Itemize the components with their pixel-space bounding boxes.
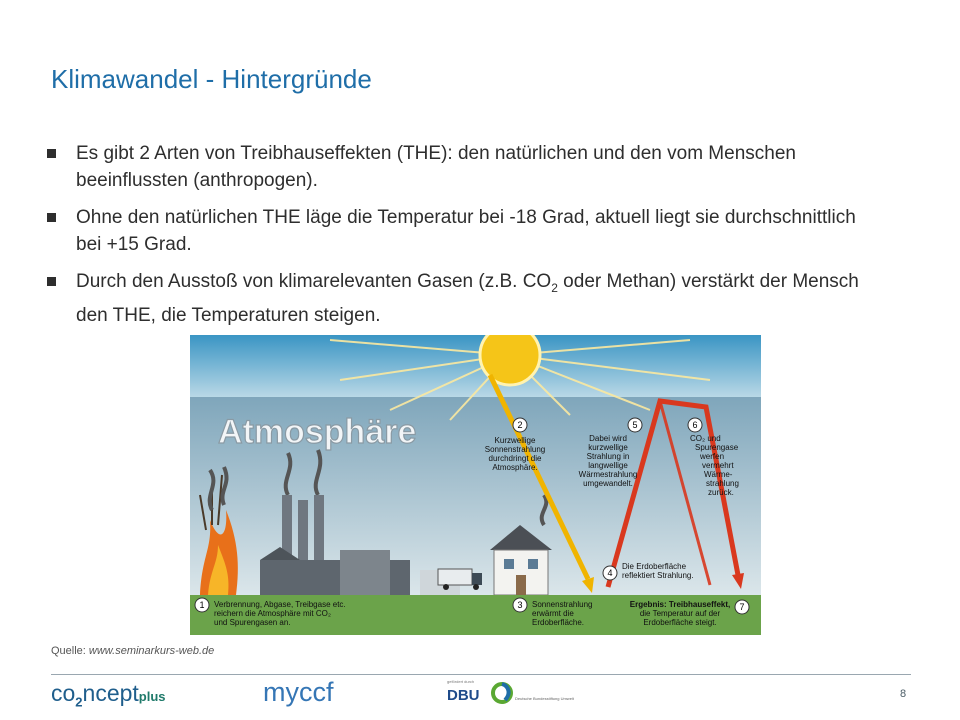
- svg-text:Dabei wird: Dabei wird: [589, 434, 627, 443]
- bullet-square-icon: [47, 149, 56, 158]
- logo-text-part: co: [51, 680, 76, 706]
- footer-divider: [51, 674, 911, 675]
- source-label: Quelle:: [51, 645, 86, 657]
- svg-text:DBU: DBU: [447, 687, 480, 704]
- bullet-text: Es gibt 2 Arten von Treibhauseffekten (THE): den natürlichen und den vom Menschen beeinflussten (anthropogen).: [76, 143, 796, 191]
- source-url: www.seminarkurs-web.de: [88, 645, 215, 657]
- svg-text:werfen: werfen: [700, 452, 725, 461]
- bullet-item: [47, 204, 867, 258]
- dbu-logo: [447, 678, 577, 708]
- page-number: 8: [900, 688, 907, 700]
- bullet-text-continued: oder Methan) verstärkt der Mensch den THE, die Temperaturen steigen.: [76, 271, 859, 326]
- svg-text:kurzwellige: kurzwellige: [588, 443, 628, 452]
- svg-text:umgewandelt.: umgewandelt.: [583, 479, 633, 488]
- co2-subscript: 2: [551, 280, 558, 295]
- dbu-logo-graphic: [447, 678, 577, 708]
- slide-title: Klimawandel - Hintergründe: [51, 64, 372, 94]
- logo-plus: plus: [138, 689, 166, 704]
- svg-text:reichern die Atmosphäre mit CO: reichern die Atmosphäre mit CO₂: [214, 609, 331, 618]
- co2ncept-plus-logo: [51, 680, 166, 710]
- svg-text:Erdoberfläche steigt.: Erdoberfläche steigt.: [643, 618, 717, 627]
- svg-text:Wärme-: Wärme-: [704, 470, 733, 479]
- svg-text:und Spurengasen an.: und Spurengasen an.: [214, 618, 291, 627]
- svg-text:Deutsche Bundesstiftung Umwelt: Deutsche Bundesstiftung Umwelt: [515, 696, 574, 701]
- svg-text:reflektiert Strahlung.: reflektiert Strahlung.: [622, 571, 694, 580]
- svg-text:CO₂ und: CO₂ und: [690, 434, 721, 443]
- svg-text:durchdringt die: durchdringt die: [488, 454, 542, 463]
- svg-text:4: 4: [607, 568, 613, 578]
- svg-text:Ergebnis: Treibhauseffekt,: Ergebnis: Treibhauseffekt,: [629, 600, 731, 609]
- bullet-square-icon: [47, 213, 56, 222]
- svg-text:1: 1: [199, 600, 205, 610]
- svg-text:langwellige: langwellige: [588, 461, 628, 470]
- bullet-text: Ohne den natürlichen THE läge die Temperatur bei -18 Grad, aktuell liegt sie durchschnittlich bei +15 Grad.: [76, 207, 856, 255]
- svg-text:Die Erdoberfläche: Die Erdoberfläche: [622, 562, 687, 571]
- myccf-logo: myccf: [263, 677, 334, 707]
- bullet-item: [47, 140, 867, 194]
- svg-text:2: 2: [517, 420, 523, 430]
- bullet-list: [47, 140, 867, 339]
- svg-text:3: 3: [517, 600, 523, 610]
- image-source: [51, 645, 214, 657]
- svg-text:strahlung: strahlung: [706, 479, 739, 488]
- logo-text-part: ncept: [82, 680, 139, 706]
- svg-text:vermehrt: vermehrt: [702, 461, 734, 470]
- svg-text:zurück.: zurück.: [708, 488, 734, 497]
- svg-text:die Temperatur auf der: die Temperatur auf der: [639, 609, 721, 618]
- svg-text:Kurzwellige: Kurzwellige: [494, 436, 536, 445]
- svg-text:Spurengase: Spurengase: [695, 443, 739, 452]
- upper-sky: [190, 335, 761, 397]
- atmosphere-label: Atmosphäre: [218, 413, 417, 451]
- bullet-square-icon: [47, 277, 56, 286]
- svg-text:Verbrennung, Abgase, Treibgase: Verbrennung, Abgase, Treibgase etc.: [214, 600, 346, 609]
- bullet-text: Durch den Ausstoß von klimarelevanten Gasen (z.B. CO: [76, 271, 552, 292]
- svg-text:gefördert durch: gefördert durch: [447, 679, 475, 684]
- svg-text:Sonnenstrahlung: Sonnenstrahlung: [532, 600, 593, 609]
- svg-text:Erdoberfläche.: Erdoberfläche.: [532, 618, 585, 627]
- greenhouse-effect-diagram: [190, 335, 761, 635]
- logo-subscript: 2: [75, 694, 83, 710]
- svg-text:6: 6: [692, 420, 698, 430]
- svg-text:Wärmestrahlung: Wärmestrahlung: [578, 470, 638, 479]
- svg-text:5: 5: [632, 420, 638, 430]
- svg-text:7: 7: [739, 602, 745, 612]
- svg-text:erwärmt die: erwärmt die: [532, 609, 574, 618]
- svg-text:Sonnenstrahlung: Sonnenstrahlung: [484, 445, 546, 454]
- svg-text:Strahlung in: Strahlung in: [586, 452, 630, 461]
- diagram-canvas: [190, 335, 761, 635]
- svg-text:Atmosphäre.: Atmosphäre.: [492, 463, 538, 472]
- bullet-item: [47, 268, 867, 329]
